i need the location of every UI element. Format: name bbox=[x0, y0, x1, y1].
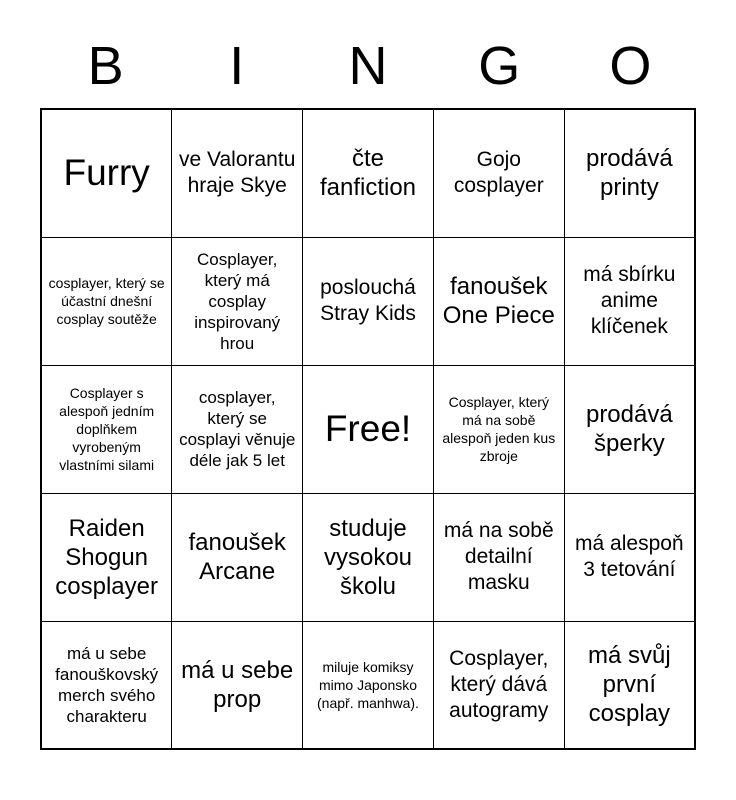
bingo-header bbox=[40, 0, 696, 96]
bingo-header-letter-o: O bbox=[609, 36, 652, 96]
bingo-cell[interactable]: fanoušek Arcane bbox=[172, 493, 303, 621]
bingo-cell[interactable]: Raiden Shogun cosplayer bbox=[41, 493, 172, 621]
bingo-cell[interactable]: fanoušek One Piece bbox=[433, 237, 564, 365]
bingo-row bbox=[41, 493, 695, 621]
bingo-cell[interactable]: má alespoň 3 tetování bbox=[564, 493, 695, 621]
bingo-cell[interactable]: poslouchá Stray Kids bbox=[303, 237, 434, 365]
bingo-cell[interactable]: Cosplayer s alespoň jedním doplňkem vyrobeným vlastními silami bbox=[41, 365, 172, 493]
bingo-cell[interactable]: Cosplayer, který má cosplay inspirovaný hrou bbox=[172, 237, 303, 365]
bingo-cell[interactable]: čte fanfiction bbox=[303, 109, 434, 237]
bingo-cell[interactable]: má na sobě detailní masku bbox=[433, 493, 564, 621]
bingo-row bbox=[41, 237, 695, 365]
bingo-cell[interactable]: studuje vysokou školu bbox=[303, 493, 434, 621]
bingo-cell-free[interactable]: Free! bbox=[303, 365, 434, 493]
bingo-cell[interactable]: prodává šperky bbox=[564, 365, 695, 493]
bingo-row bbox=[41, 109, 695, 237]
bingo-cell[interactable]: cosplayer, který se účastní dnešní cosplay soutěže bbox=[41, 237, 172, 365]
bingo-row bbox=[41, 621, 695, 749]
bingo-cell[interactable]: Cosplayer, který má na sobě alespoň jeden kus zbroje bbox=[433, 365, 564, 493]
bingo-header-letter-b: B bbox=[87, 36, 124, 96]
bingo-header-letter-g: G bbox=[478, 36, 521, 96]
bingo-cell[interactable]: prodává printy bbox=[564, 109, 695, 237]
bingo-cell[interactable]: má u sebe fanouškovský merch svého charakteru bbox=[41, 621, 172, 749]
bingo-header-letter-n: N bbox=[348, 36, 388, 96]
bingo-header-letter-i: I bbox=[229, 36, 245, 96]
bingo-cell[interactable]: ve Valorantu hraje Skye bbox=[172, 109, 303, 237]
bingo-cell[interactable]: cosplayer, který se cosplayi věnuje déle jak 5 let bbox=[172, 365, 303, 493]
bingo-cell[interactable]: má u sebe prop bbox=[172, 621, 303, 749]
bingo-cell[interactable]: Furry bbox=[41, 109, 172, 237]
bingo-cell[interactable]: Gojo cosplayer bbox=[433, 109, 564, 237]
bingo-cell[interactable]: má svůj první cosplay bbox=[564, 621, 695, 749]
bingo-row bbox=[41, 365, 695, 493]
bingo-cell[interactable]: Cosplayer, který dává autogramy bbox=[433, 621, 564, 749]
bingo-grid bbox=[40, 108, 696, 750]
bingo-cell[interactable]: má sbírku anime klíčenek bbox=[564, 237, 695, 365]
bingo-cell[interactable]: miluje komiksy mimo Japonsko (např. manhwa). bbox=[303, 621, 434, 749]
